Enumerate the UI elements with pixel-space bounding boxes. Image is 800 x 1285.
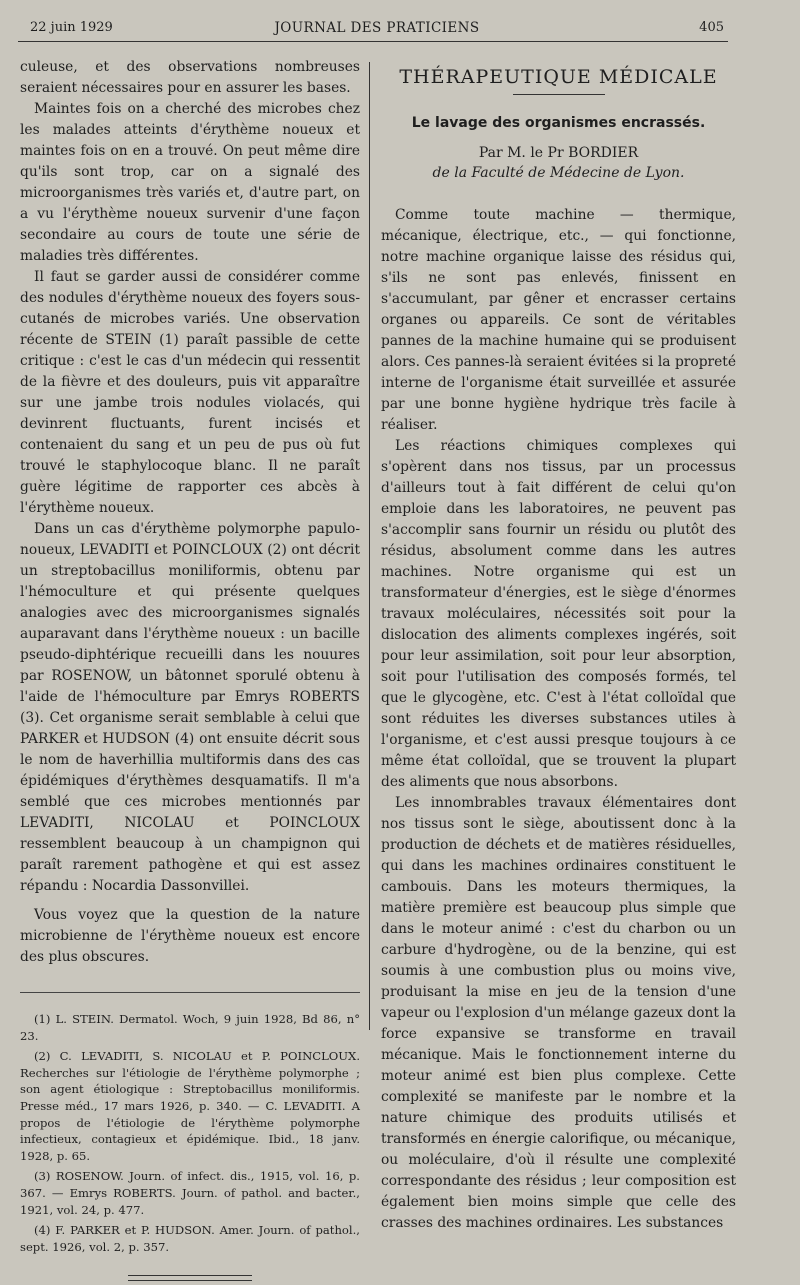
- footnote: (3) ROSENOW. Journ. of infect. dis., 1915, vol. 16, p. 367. — Emrys ROBERTS. Journ. of pathol. and bacter., 1921, vol. 24, p. 477.: [20, 1169, 360, 1217]
- journal-title: JOURNAL DES PRATICIENS: [274, 20, 480, 36]
- section-title: THÉRAPEUTIQUE MÉDICALE: [399, 66, 718, 88]
- section-title-rule: [513, 94, 605, 95]
- article-paragraph: Comme toute machine — thermique, mécanique, électrique, etc., — qui fonctionne, notre machine organique laisse des résidus qui, s'ils ne sont pas enlevés, finissent en s'accumulant, par gêner et encrasser certains organes ou appareils. Ce sont de véritables pannes de la machine humaine qui se produisent alors. Ces pannes-là seraient évitées si la propreté interne de l'organisme était surveillée et assurée par une bonne hygiène hydrique très facile à réaliser.: [381, 207, 736, 433]
- footnote: (2) C. LEVADITI, S. NICOLAU et P. POINCLOUX. Recherches sur l'étiologie de l'érythème polymorphe ; son agent étiologique : Streptobacillus moniliformis. Presse méd., 17 mars 1926, p. 340. — C. LEVADITI. A propos de l'étiologie de l'érythème polymorphe infectieux, contagieux et épidémique. Ibid., 18 janv. 1928, p. 65.: [20, 1049, 360, 1163]
- author-affiliation: de la Faculté de Médecine de Lyon.: [432, 165, 685, 181]
- column-divider: [369, 62, 370, 1030]
- page-number: 405: [699, 20, 724, 35]
- left-paragraph: Il faut se garder aussi de considérer comme des nodules d'érythème noueux des foyers sous-cutanés de microbes variés. Une observation récente de STEIN (1) paraît passible de cette critique : c'est le cas d'un médecin qui ressentit de la fièvre et des douleurs, puis vit apparaître sur une jambe trois nodules violacés, qui devinrent fluctuants, furent incisés et contenaient du sang et un peu de pus où fut trouvé le staphylocoque blanc. Il ne paraît guère légitime de rapporter ces abcès à l'érythème noueux.: [20, 269, 360, 516]
- left-paragraph: Maintes fois on a cherché des microbes chez les malades atteints d'érythème noueux et maintes fois on en a trouvé. On peut même dire qu'ils sont trop, car on a signalé des microorganismes très variés et, d'autre part, on a vu l'érythème noueux survenir d'une façon secondaire au cours de toute une série de maladies très différentes.: [20, 101, 360, 264]
- article-title: Le lavage des organismes encrassés.: [411, 115, 706, 131]
- footnote-rule: [20, 992, 360, 993]
- header-rule: [18, 41, 728, 42]
- header-date: 22 juin 1929: [30, 20, 113, 35]
- left-column: [20, 57, 360, 1285]
- right-column: [381, 62, 736, 1234]
- author-byline: Par M. le Pr BORDIER: [478, 145, 639, 161]
- left-paragraph: Vous voyez que la question de la nature microbienne de l'érythème noueux est encore des plus obscures.: [20, 907, 360, 965]
- footnote: (4) F. PARKER et P. HUDSON. Amer. Journ. of pathol., sept. 1926, vol. 2, p. 357.: [20, 1223, 360, 1254]
- running-header: [30, 20, 724, 40]
- end-of-article-rule: [128, 1275, 252, 1283]
- left-paragraph: Dans un cas d'érythème polymorphe papulo-noueux, LEVADITI et POINCLOUX (2) ont décrit un streptobacillus moniliformis, obtenu par l'hémoculture et qui présente quelques analogies avec des microorganismes signalés auparavant dans l'érythème noueux : un bacille pseudo-diphtérique recueilli dans les nouures par ROSENOW, un bâtonnet sporulé obtenu à l'aide de l'hémoculture par Emrys ROBERTS (3). Cet organisme serait semblable à celui que PARKER et HUDSON (4) ont ensuite décrit sous le nom de haverhillia multiformis dans des cas épidémiques d'érythèmes desquamatifs. Il m'a semblé que ces microbes mentionnés par LEVADITI, NICOLAU et POINCLOUX ressemblent beaucoup à un champignon qui paraît rarement pathogène et qui est assez répandu : Nocardia Dassonvillei.: [20, 521, 360, 894]
- article-paragraph: Les réactions chimiques complexes qui s'opèrent dans nos tissus, par un processus d'ailleurs tout à fait différent de celui qu'on emploie dans les laboratoires, ne peuvent pas s'accomplir sans fournir un résidu ou plutôt des résidus, absolument comme dans les autres machines. Notre organisme qui est un transformateur d'énergies, est le siège d'énormes travaux moléculaires, nécessités soit pour la dislocation des aliments complexes ingérés, soit pour leur assimilation, soit pour leur absorption, soit pour l'utilisation des composés formés, tel que le glycogène, etc. C'est à l'état colloïdal que sont réduites les diverses substances utiles à l'organisme, et c'est aussi presque toujours à ce même état colloïdal, que se trouvent la plupart des aliments que nous absorbons.: [381, 438, 736, 790]
- footnote: (1) L. STEIN. Dermatol. Woch, 9 juin 1928, Bd 86, n° 23.: [20, 1012, 360, 1043]
- left-paragraph: culeuse, et des observations nombreuses seraient nécessaires pour en assurer les bases.: [20, 59, 360, 96]
- article-paragraph: Les innombrables travaux élémentaires dont nos tissus sont le siège, aboutissent donc à la production de déchets et de matières résiduelles, qui dans les machines ordinaires constituent le cambouis. Dans les moteurs thermiques, la matière première est beaucoup plus simple que dans le moteur animé : c'est du charbon ou un carbure d'hydrogène, ou de la benzine, qui est soumis à une combustion plus ou moins vive, produisant la mise en jeu de la tension d'une vapeur ou l'explosion d'un mélange gazeux dont la force expansive se transforme en travail mécanique. Mais le fonctionnement interne du moteur animé est bien plus complexe. Cette complexité se manifeste par le nombre et la nature chimique des produits utilisés et transformés en énergie calorifique, ou mécanique, ou moléculaire, d'où il résulte une complexité correspondante des résidus ; leur composition est également bien moins simple que celle des crasses des machines ordinaires. Les substances: [381, 795, 736, 1231]
